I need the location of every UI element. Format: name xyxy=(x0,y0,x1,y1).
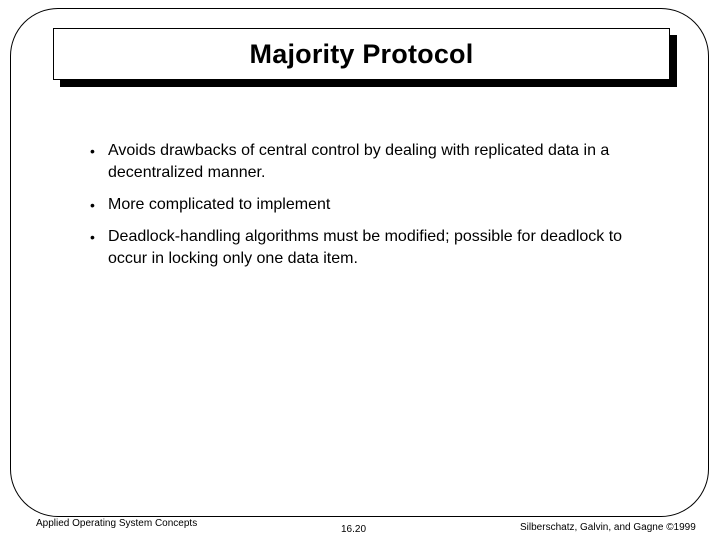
bullet-list xyxy=(90,140,630,280)
footer-page-number: 16.20 xyxy=(341,524,367,535)
bullet-icon: • xyxy=(90,143,95,159)
footer-book-title: Applied Operating System Concepts xyxy=(36,518,198,529)
bullet-text: More complicated to implement xyxy=(108,196,331,213)
bullet-item xyxy=(90,194,630,216)
slide-title: Majority Protocol xyxy=(249,38,474,69)
bullet-icon: • xyxy=(90,197,95,213)
bullet-item xyxy=(90,140,630,184)
bullet-icon: • xyxy=(90,229,95,245)
bullet-text: Deadlock-handling algorithms must be modified; possible for deadlock to occur in locking only one data item. xyxy=(108,228,623,267)
footer-copyright: Silberschatz, Galvin, and Gagne ©1999 xyxy=(520,522,696,533)
bullet-text: Avoids drawbacks of central control by dealing with replicated data in a decentralized manner. xyxy=(108,142,610,181)
bullet-item xyxy=(90,226,630,270)
title-box xyxy=(53,28,670,80)
